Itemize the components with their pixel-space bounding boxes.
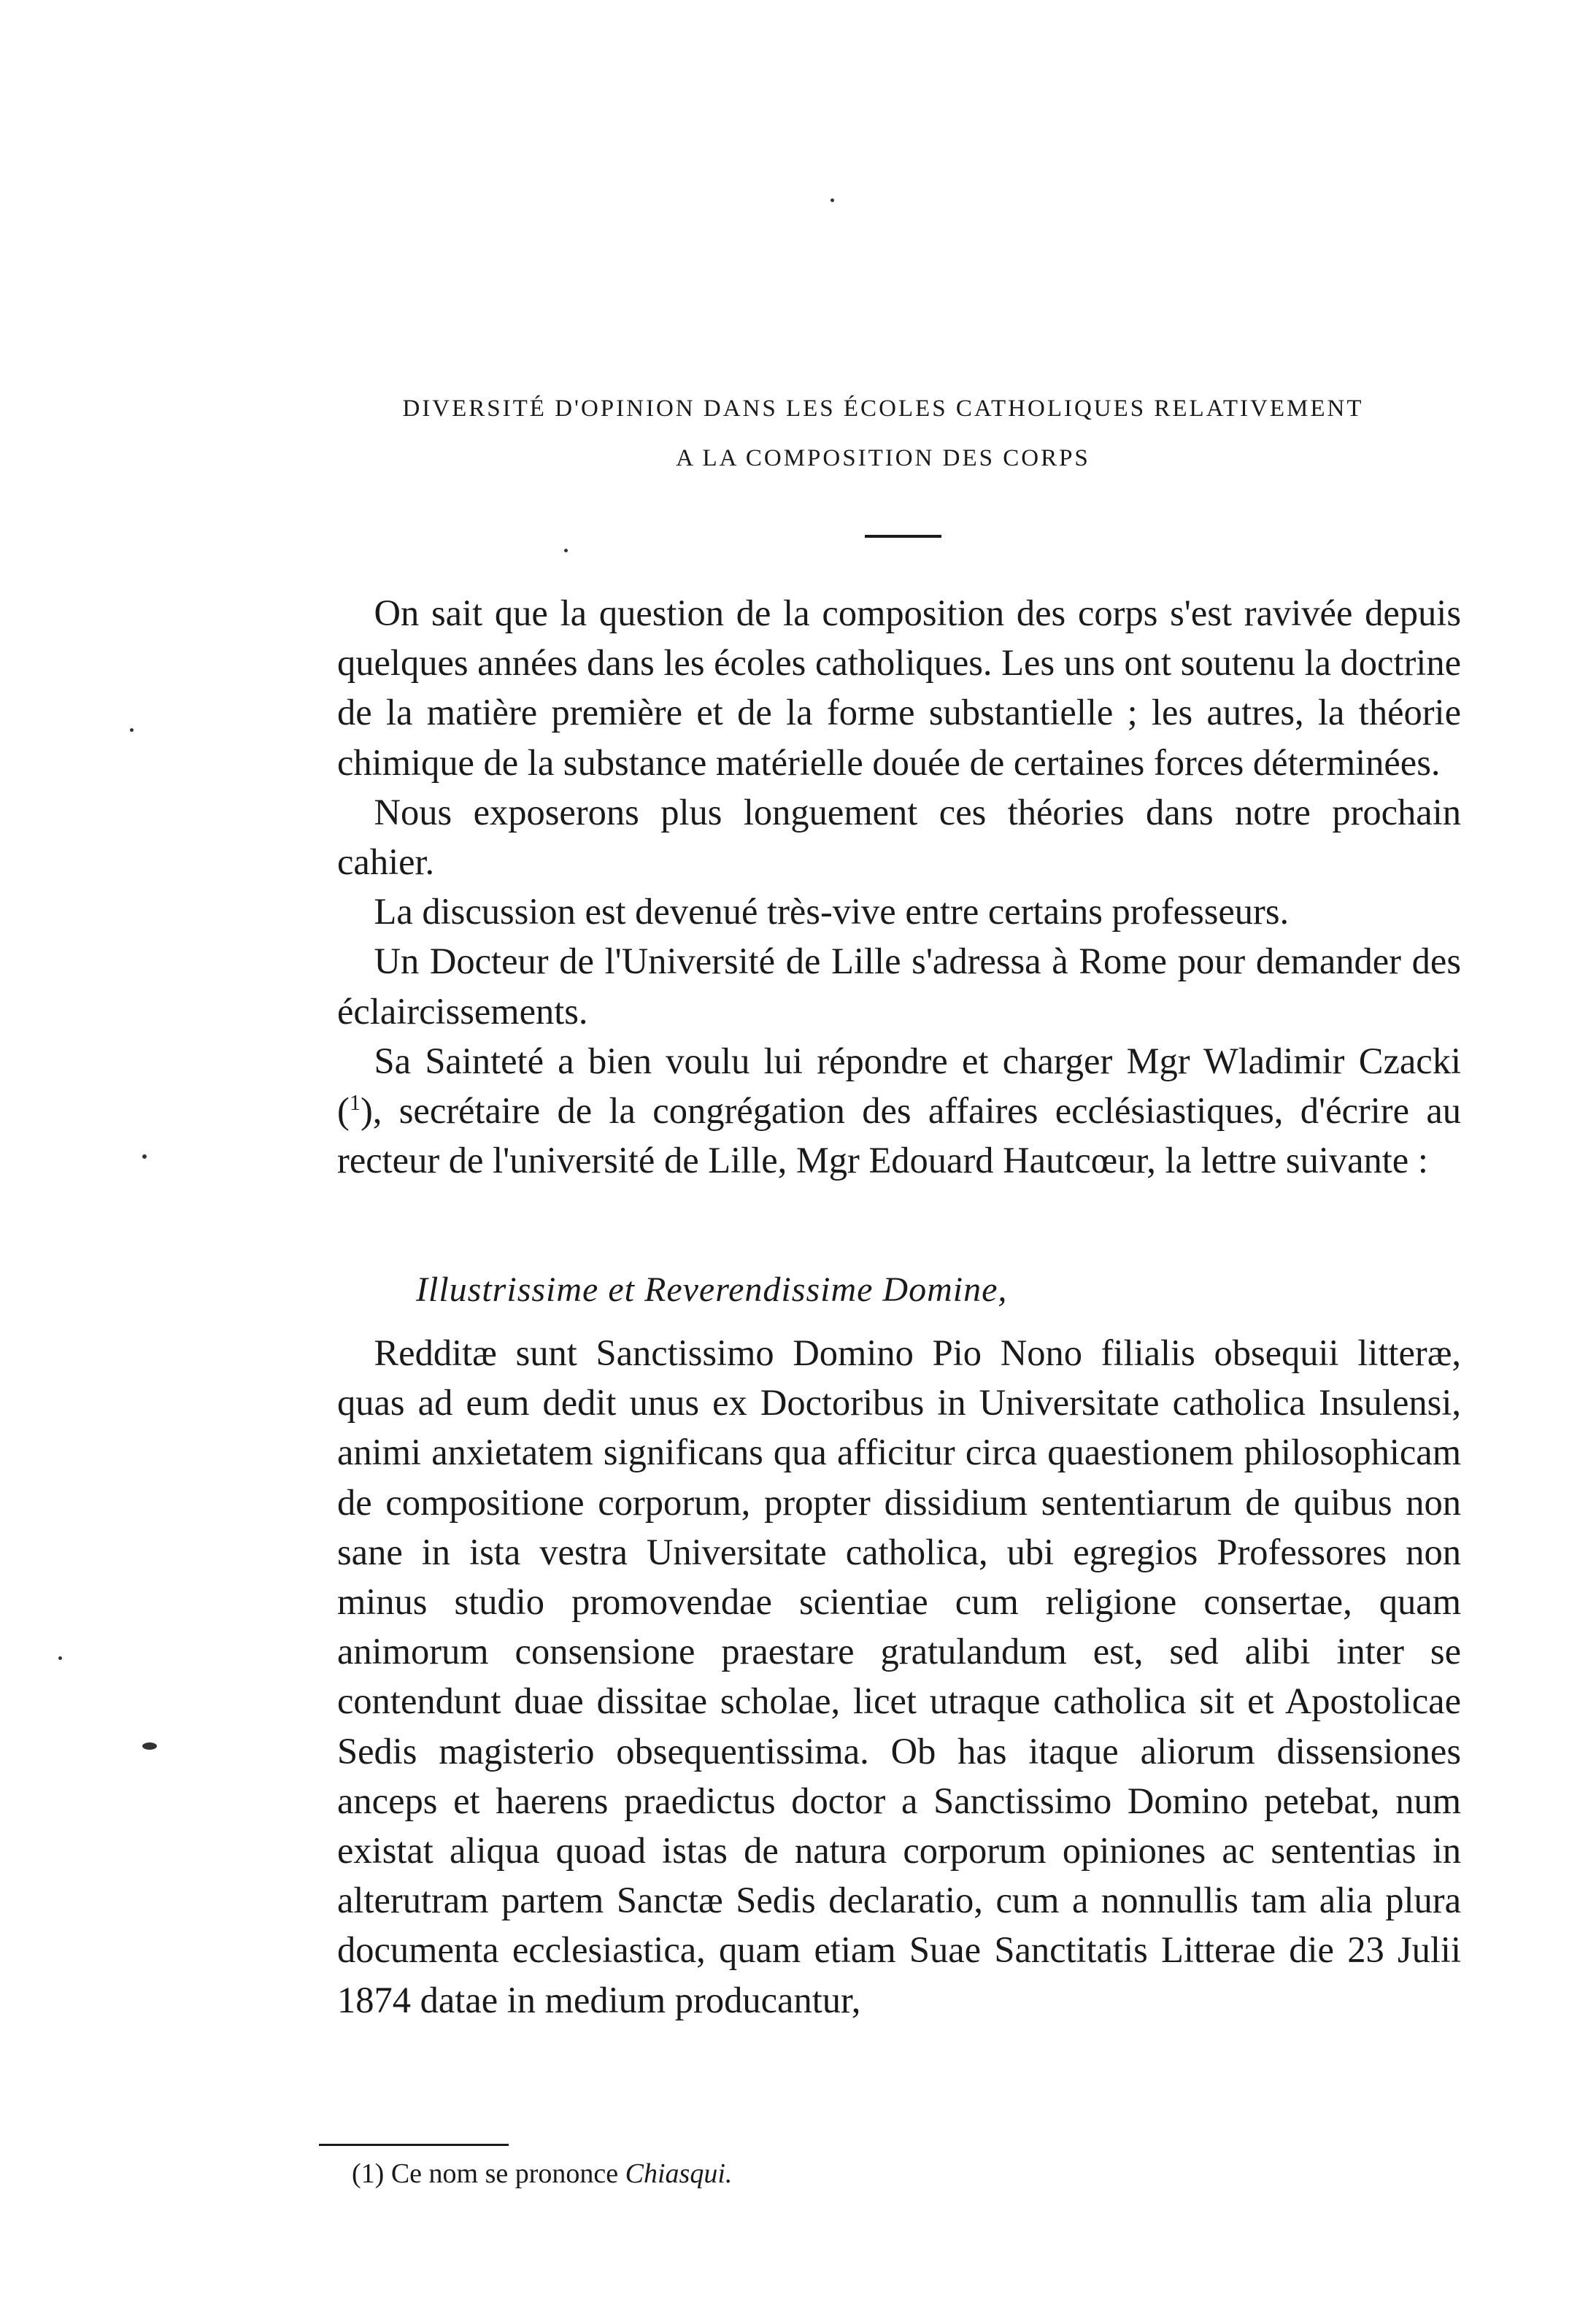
intro-paragraph-3: La discussion est devenué très-vive entre certains professeurs. [374,891,1290,933]
latin-letter-paragraph: Redditæ sunt Sanctissimo Domino Pio Nono filialis obsequii litteræ, quas ad eum dedit unus ex Doctoribus in Universitate catholica Insulensi, animi anxietatem significans qua afficitur circa quaestionem philosophicam de compositione corporum, propter dissidium sententiarum de quibus non sane in ista vestra Universitate catholica, ubi egregios Professores non minus studio promovendae scientiae cum religione consertae, quam animorum consensione praestare gratulandum est, sed alibi inter se contendunt duae dissitae scholae, licet utraque catholica sit et Apostolicae Sedis magisterio obsequentissima. Ob has itaque aliorum dissensiones anceps et haerens praedictus doctor a Sanctissimo Domino petebat, num existat aliqua quoad istas de natura corporum opiniones ac sententias in alterutram partem Sanctæ Sedis declaratio, cum a nonnullis tam alia plura documenta ecclesiastica, quam etiam Suae Sanctitatis Litterae die 23 Julii 1874 datae in medium producantur, [337,1332,1461,2020]
intro-paragraph-1: On sait que la question de la composition des corps s'est ravivée depuis quelques années dans les écoles catholiques. Les uns ont soutenu la doctrine de la matière première et de la forme substantielle ; les autres, la théorie chimique de la substance matérielle douée de certaines forces déterminées. [337,592,1461,783]
print-speck [142,1742,157,1750]
footnote [352,2156,732,2191]
footnote-marker: (1) [352,2158,385,2189]
intro-paragraph-5: Sa Sainteté a bien voulu lui répondre et charger Mgr Wladimir Czacki ($^1$), secrétaire de la congrégation des affaires ecclésiastiques, d'écrire au recteur de l'université de Lille, Mgr Edouard Hautcœur, la lettre suivante : [337,1040,1461,1181]
footnote-pronunciation: Chiasqui. [625,2158,733,2189]
letter-salutation: Illustrissime et Reverendissime Domine, [416,1270,1008,1309]
footnote-reference: 1 [349,1090,361,1116]
french-introduction [337,588,1461,1185]
print-speck [130,728,134,732]
chapter-heading-line-2: A LA COMPOSITION DES CORPS [676,445,1090,471]
footnote-text: Ce nom se prononce [390,2158,619,2189]
print-speck [831,198,834,202]
print-speck [58,1656,62,1660]
footnote-divider [319,2144,509,2146]
intro-paragraph-2: Nous exposerons plus longuement ces théories dans notre prochain cahier. [337,791,1461,883]
intro-paragraph-4: Un Docteur de l'Université de Lille s'adressa à Rome pour demander des éclaircissements. [337,941,1461,1032]
print-speck [142,1154,147,1159]
print-speck [564,549,568,552]
heading-divider [865,535,941,538]
chapter-heading-line-1: DIVERSITÉ D'OPINION DANS LES ÉCOLES CATHOLIQUES RELATIVEMENT [402,395,1364,422]
